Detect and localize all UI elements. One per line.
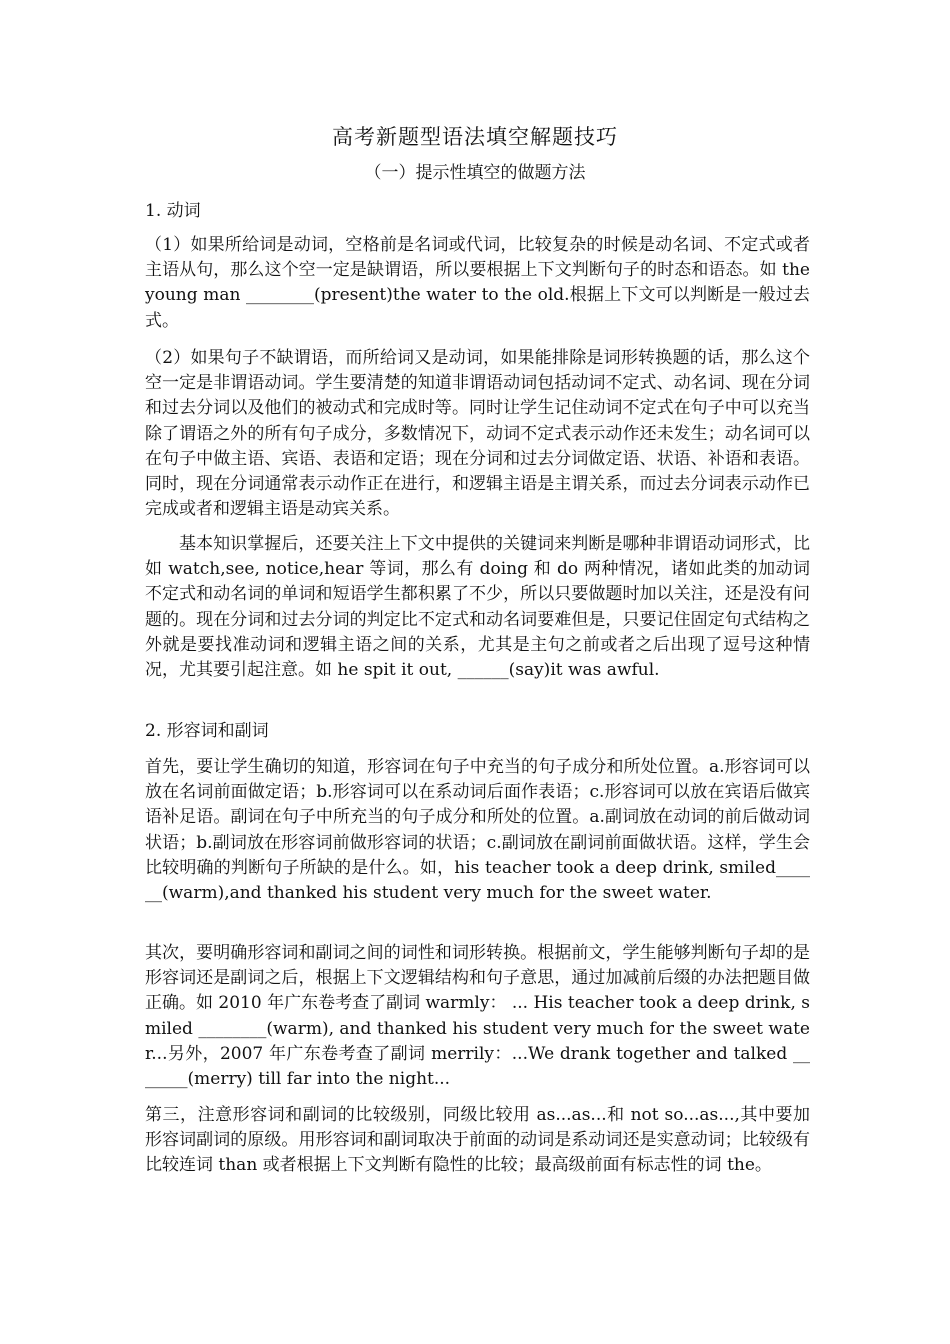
paragraph-verb-predicate: （1）如果所给词是动词，空格前是名词或代词，比较复杂的时候是动名词、不定式或者主语从句，那么这个空一定是缺谓语，所以要根据上下文判断句子的时态和语态。如 the young man ________(present)the water to the old.根据上下文可以判断是一般过去式。 [145, 235, 810, 331]
paragraph-non-finite-verbs: （2）如果句子不缺谓语，而所给词又是动词，如果能排除是词形转换题的话，那么这个空一定是非谓语动词。学生要清楚的知道非谓语动词包括动词不定式、动名词、现在分词和过去分词以及他们的被动式和完成时等。同时让学生记住动词不定式在句子中可以充当除了谓语之外的所有句子成分，多数情况下，动词不定式表示动作还未发生；动名词可以在句子中做主语、宾语、表语和定语；现在分词和过去分词做定语、状语、补语和表语。同时，现在分词通常表示动作正在进行，和逻辑主语是主谓关系，而过去分词表示动作已完成或者和逻辑主语是动宾关系。 [145, 348, 810, 520]
section-heading-adjectives-adverbs: 2. 形容词和副词 [145, 721, 269, 741]
page-title: 高考新题型语法填空解题技巧 [332, 125, 618, 149]
paragraph-key-words: 基本知识掌握后，还要关注上下文中提供的关键词来判断是哪种非谓语动词形式，比如 watch,see, notice,hear 等词，那么有 doing 和 do 两种情况，诸如此类的加动词不定式和动名词的单词和短语学生都积累了不少，所以只要做题时加以关注，还是没有问题的。现在分词和过去分词的判定比不定式和动名词要难但是，只要记住固定句式结构之外就是要找准动词和逻辑主语之间的关系，尤其是主句之前或者之后出现了逗号这种情况，尤其要引起注意。如 he spit it out, ______(say)it was awful. [145, 534, 810, 681]
page-subtitle: （一）提示性填空的做题方法 [364, 163, 586, 183]
paragraph-word-forms: 其次，要明确形容词和副词之间的词性和词形转换。根据前文，学生能够判断句子却的是形容词还是副词之后，根据上下文逻辑结构和句子意思，通过加减前后缀的办法把题目做正确。如 2010 年广东卷考查了副词 warmly： ... His teacher took a deep drink, smiled ________(warm), and thanked his student very much for the sweet water...另外，2007 年广东卷考查了副词 merrily：...We drank together and talked _______(merry) till far into the night... [145, 943, 811, 1090]
paragraph-adjective-positions: 首先，要让学生确切的知道，形容词在句子中充当的句子成分和所处位置。a.形容词可以放在名词前面做定语；b.形容词可以在系动词后面作表语；c.形容词可以放在宾语后做宾语补足语。副词在句子中所充当的句子成分和所处的位置。a.副词放在动词的前后做动词状语；b.副词放在形容词前做形容词的状语；c.副词放在副词前面做状语。这样，学生会比较明确的判断句子所缺的是什么。如，his teacher took a deep drink, smiled______(warm),and thanked his student very much for the sweet water. [145, 757, 810, 904]
section-heading-verbs: 1. 动词 [145, 201, 201, 221]
paragraph-comparison: 第三，注意形容词和副词的比较级别，同级比较用 as...as...和 not so...as...,其中要加形容词副词的原级。用形容词和副词取决于前面的动词是系动词还是实意动词；比较级有比较连词 than 或者根据上下文判断有隐性的比较；最高级前面有标志性的词 the。 [145, 1105, 810, 1176]
